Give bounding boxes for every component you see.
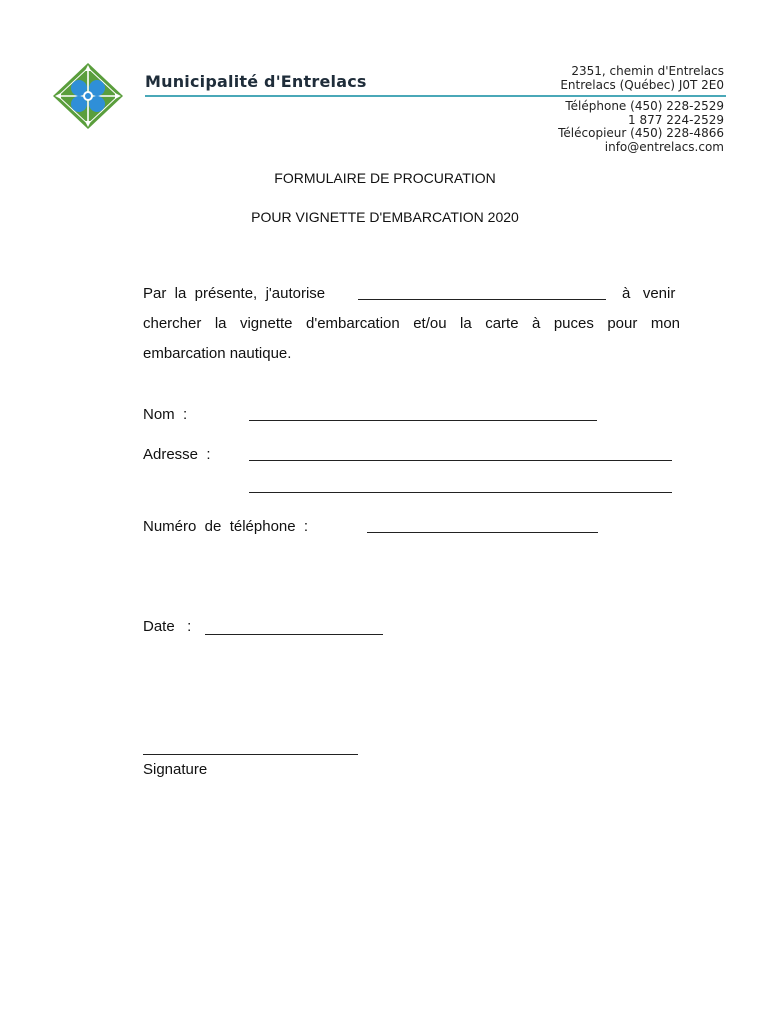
date-field[interactable] [205, 634, 383, 635]
name-field[interactable] [249, 420, 597, 421]
name-label: Nom : [143, 406, 188, 423]
intro-after: à venir [622, 285, 676, 302]
email-address: info@entrelacs.com [604, 139, 724, 154]
intro-line2: chercher la vignette d'embarcation et/ou la carte à puces pour mon [143, 315, 680, 332]
phone-label: Numéro de téléphone : [143, 518, 309, 535]
toll-free-number: 1 877 224-2529 [628, 112, 724, 127]
date-label: Date : [143, 618, 192, 635]
address-line1: 2351, chemin d'Entrelacs [571, 64, 724, 78]
form-subtitle: POUR VIGNETTE D'EMBARCATION 2020 [251, 209, 519, 225]
signature-label: Signature [143, 761, 208, 778]
intro-before: Par la présente, j'autorise [143, 285, 326, 302]
organization-name: Municipalité d'Entrelacs [145, 72, 367, 91]
form-title: FORMULAIRE DE PROCURATION [274, 170, 496, 186]
contact-block [558, 100, 724, 154]
address-label: Adresse : [143, 446, 211, 463]
address-field-line1[interactable] [249, 460, 672, 461]
address-block [560, 65, 724, 92]
fax-number: Télécopieur (450) 228-4866 [558, 126, 724, 140]
intro-line3: embarcation nautique. [143, 345, 292, 362]
phone-number: Téléphone (450) 228-2529 [565, 99, 724, 113]
address-field-line2[interactable] [249, 492, 672, 493]
signature-field[interactable] [143, 754, 358, 755]
authorized-person-field[interactable] [358, 299, 606, 300]
phone-field[interactable] [367, 532, 598, 533]
municipality-logo [52, 62, 124, 130]
header-rule [145, 95, 726, 97]
address-line2: Entrelacs (Québec) J0T 2E0 [560, 77, 724, 92]
